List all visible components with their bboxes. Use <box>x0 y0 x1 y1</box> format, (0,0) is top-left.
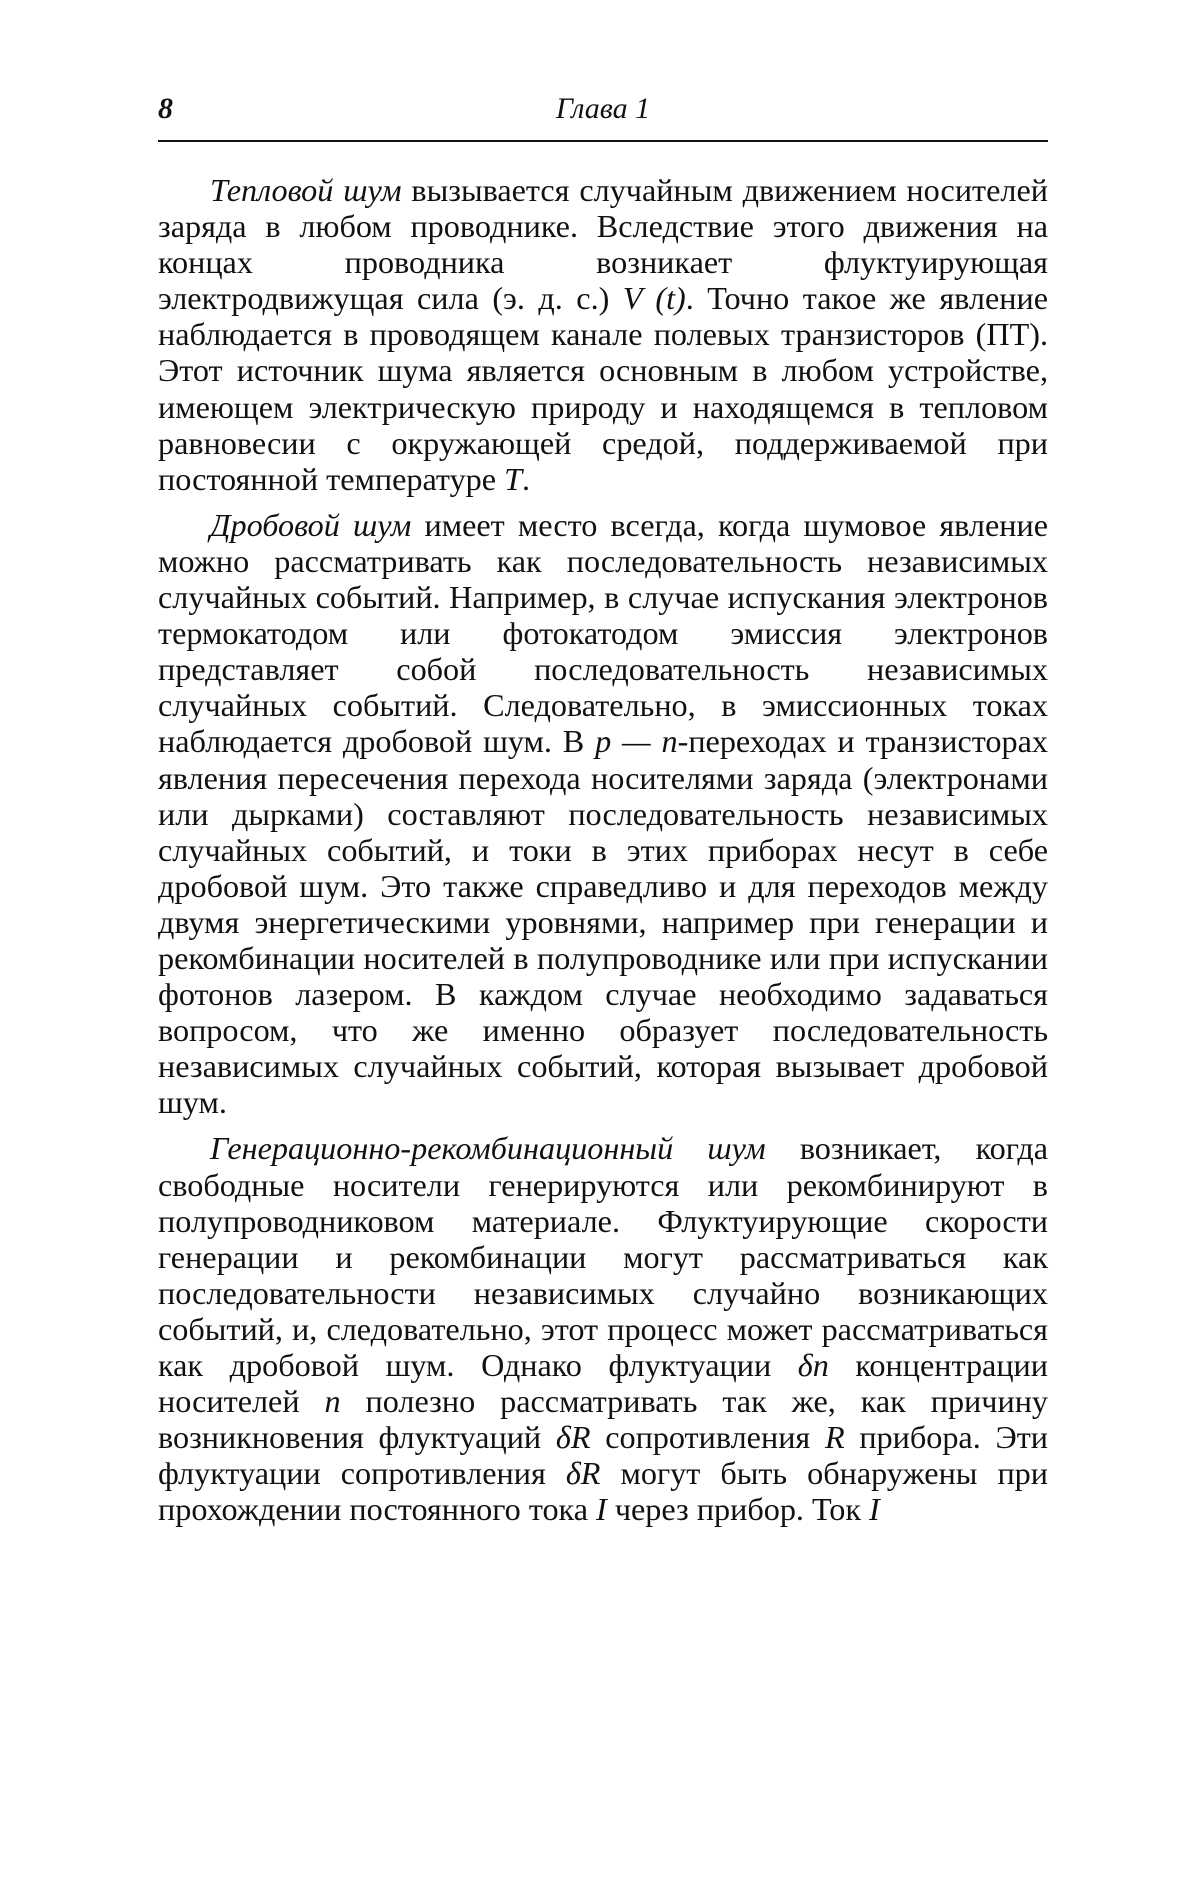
text-segment: могут быть обнаружены при прохождении постоянного тока <box>158 1455 1048 1528</box>
math-symbol: δR <box>565 1455 601 1492</box>
math-symbol: n <box>324 1383 341 1420</box>
term-thermal-noise: Тепловой шум <box>210 172 402 208</box>
running-title: Глава 1 <box>555 92 651 125</box>
text-segment: возникает, когда свободные носители генерируются или рекомбинируют в полупроводниковом материале. Флуктуирующие скорости генерации и рекомбинации могут рассматриваться как последовательности независимых случайно возникающих событий, и, следовательно, этот процесс может рассматриваться как дробовой шум. Однако флуктуации <box>158 1130 1048 1383</box>
paragraph-thermal-noise <box>158 172 1048 497</box>
text-segment: имеет место всегда, когда шумовое явление можно рассматривать как последовательность независимых случайных событий. Например, в случае испускания электронов термокатодом или фотокатодом эмиссия электронов представляет собой последовательность независимых случайных событий. Следовательно, в эмиссионных токах наблюдается дробовой шум. В <box>158 506 1048 760</box>
text-segment: . Точно такое же явление наблюдается в проводящем канале полевых транзисторов (ПТ). Этот источник шума является основным в любом устройстве, имеющем электрическую природу и находящемся в тепловом равновесии с окружающей средой, поддерживаемой при постоянной температуре <box>158 280 1048 497</box>
math-symbol: p — n <box>595 723 678 760</box>
text-segment: прибора. Эти флуктуации сопротивления <box>158 1419 1048 1492</box>
paragraph-shot-noise <box>158 507 1048 1121</box>
text-segment: сопротивления <box>590 1419 825 1456</box>
math-symbol: T <box>504 460 522 497</box>
term-shot-noise: Дробовой шум <box>210 506 412 543</box>
math-symbol: I <box>596 1491 607 1528</box>
page-body <box>158 172 1048 1537</box>
text-segment: через прибор. Ток <box>606 1491 870 1528</box>
math-symbol: V (t) <box>622 280 686 317</box>
math-symbol: δR <box>555 1419 591 1456</box>
math-symbol: I <box>869 1491 880 1528</box>
text-segment: вызывается случайным движением носителей заряда в любом проводнике. Вследствие этого движения на концах проводника возникает флуктуирующая электродвижущая сила (э. д. с.) <box>158 172 1048 317</box>
term-gr-noise: Генерационно-рекомбинационный шум <box>210 1130 766 1167</box>
page-header <box>158 92 1048 136</box>
math-symbol: δn <box>797 1347 829 1383</box>
text-segment: полезно рассматривать так же, как причину возникновения флуктуаций <box>158 1383 1049 1456</box>
text-segment: . <box>522 460 531 497</box>
text-segment: -переходах и транзисторах явления пересечения перехода носителями заряда (электронами или дырками) составляют последовательность независимых случайных событий, и токи в этих приборах несут в себе дробовой шум. Это также справедливо и для переходов между двумя энергетическими уровнями, например при генерации и рекомбинации носителей в полупроводнике или при испускании фотонов лазером. В каждом случае необходимо задаваться вопросом, что же именно образует последовательность независимых случайных событий, которая вызывает дробовой шум. <box>158 723 1048 1121</box>
text-segment: концентрации носителей <box>158 1347 1048 1420</box>
paragraph-gr-noise <box>158 1130 1048 1527</box>
header-rule <box>158 140 1048 142</box>
page-number: 8 <box>158 92 173 125</box>
math-symbol: R <box>824 1419 845 1456</box>
